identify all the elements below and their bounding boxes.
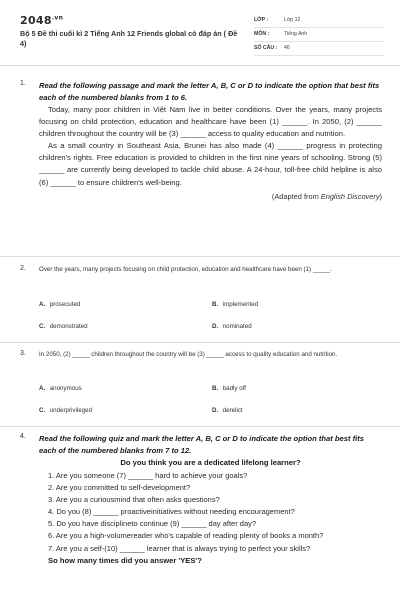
meta-subject: MÔN : Tiếng Anh (254, 28, 384, 42)
option-a[interactable]: A. anonymous (39, 385, 82, 392)
option-d[interactable]: D. derelict (212, 407, 243, 414)
meta-question-count: SỐ CÂU : 46 (254, 42, 384, 56)
document-header (0, 0, 400, 66)
passage-paragraph: Today, many poor children in Việt Nam live in better conditions. Over the years, many projects focusing on child protection, education and healthcare have been (1) ______. In 2050, (2) ______ children throughout the country will be (3) ______ access to quality education and nutrition. (39, 105, 382, 139)
question-instruction: Read the following quiz and mark the letter A, B, C or D to indicate the option that best fits each of the numbered blanks from 7 to 12. (39, 434, 364, 455)
passage-paragraph: As a small country in Southeast Asia, Brunei has also made (4) ______ progress in protecting children's rights. Free education is provided to children in the first nine years of schooling. Strong (5) ______ are currently being developed to tackle child abuse. A 24-hour, toll-free child helpline is also (6) ______ to ensure children's well-being. (39, 141, 382, 187)
question-instruction: Read the following passage and mark the letter A, B, C or D to indicate the option that best fits each of the numbered blanks from 1 to 6. (39, 81, 380, 102)
quiz-item: 4. Do you (8) ______ proactiveinitiatives without needing encouragement? (48, 507, 295, 517)
option-b[interactable]: B. implemented (212, 301, 259, 308)
quiz-item: 7. Are you a self-(10) ______ learner that is always trying to perfect your skills? (48, 543, 311, 553)
divider (0, 426, 400, 427)
meta-class: LỚP : Lớp 12 (254, 14, 384, 28)
option-a[interactable]: A. prosecuted (39, 301, 81, 308)
question-text: In 2050, (2) _____ children throughout the country will be (3) _____ access to quality education and nutrition. (39, 351, 338, 358)
quiz-title: Do you think you are a dedicated lifelong learner? (120, 458, 301, 467)
quiz-item: 1. Are you someone (7) ______ hard to achieve your goals? (48, 471, 248, 480)
quiz-item: 6. Are you a high-volumereader who's capable of reading plenty of books a month? (48, 531, 324, 541)
option-c[interactable]: C. demonstrated (39, 323, 88, 330)
question-text: Over the years, many projects focusing on child protection, education and healthcare have been (1) _____. (39, 266, 332, 273)
question-number: 1. (20, 80, 26, 87)
option-d[interactable]: D. nominated (212, 323, 252, 330)
passage-source: (Adapted from English Discovery) (271, 191, 382, 201)
quiz-item: 5. Do you have disciplineto continue (9) ______ day after day? (48, 519, 257, 529)
question-2 (20, 265, 382, 335)
question-number: 3. (20, 350, 26, 357)
question-number: 4. (20, 433, 26, 440)
option-b[interactable]: B. badly off (212, 385, 247, 392)
quiz-item: 3. Are you a curiousmind that often asks questions? (48, 495, 220, 505)
quiz-item: 2. Are you committed to self-development? (48, 483, 191, 493)
quiz-closing: So how many times did you answer 'YES'? (48, 555, 202, 565)
question-number: 2. (20, 265, 26, 272)
document-title: Bộ 5 Đề thi cuối kì 2 Tiếng Anh 12 Friends global có đáp án ( Đề 4) (20, 29, 238, 48)
divider (0, 342, 400, 343)
question-3 (20, 350, 382, 420)
site-logo[interactable]: $2048^{.vn}$ (20, 14, 64, 27)
option-c[interactable]: C. underprivileged (39, 407, 93, 414)
divider (0, 256, 400, 257)
